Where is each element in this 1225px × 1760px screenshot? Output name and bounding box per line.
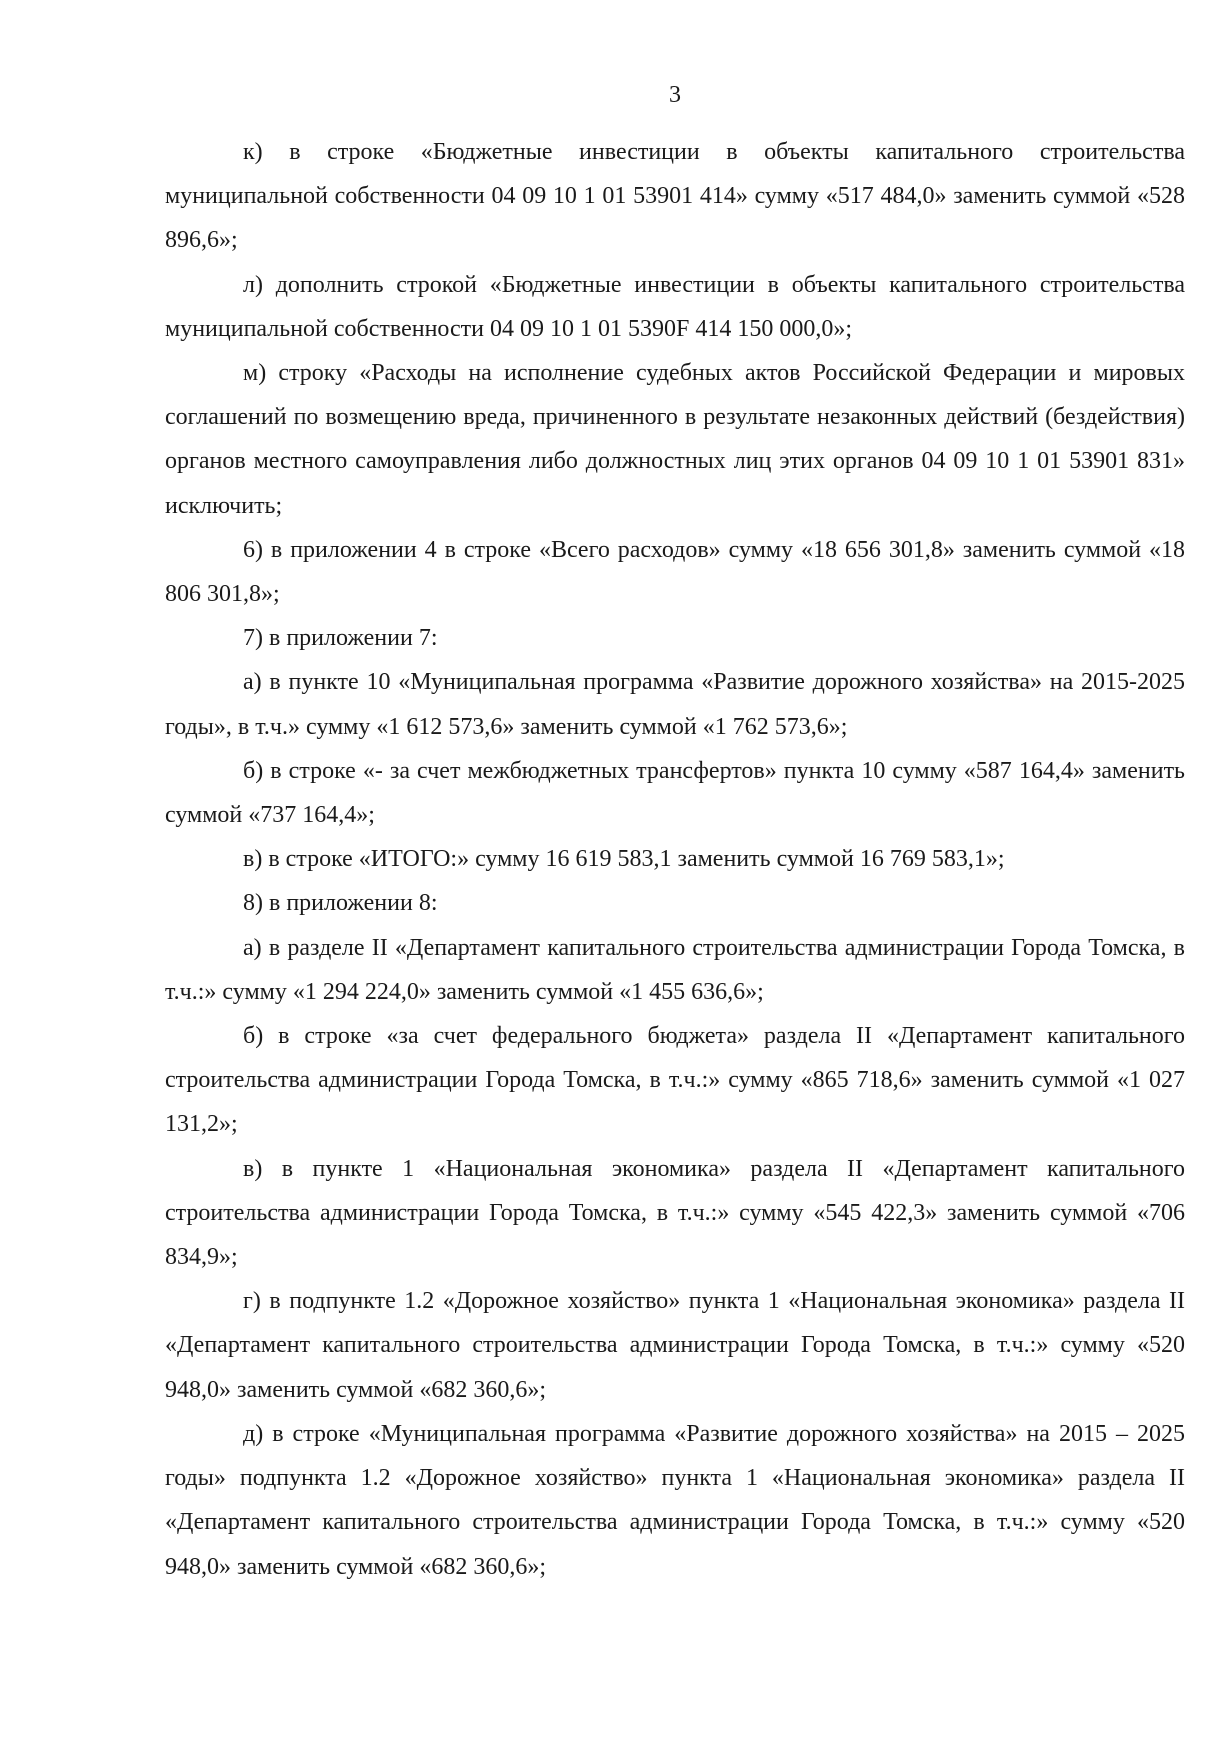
paragraph-7b: б) в строке «- за счет межбюджетных трансфертов» пункта 10 сумму «587 164,4» заменить суммой «737 164,4»; — [165, 757, 1185, 829]
paragraph-8d: д) в строке «Муниципальная программа «Развитие дорожного хозяйства» на 2015 – 2025 годы» подпункта 1.2 «Дорожное хозяйство» пункта 1 «Национальная экономика» раздела II «Департамент капитального строительства администрации Города Томска, в т.ч.:» сумму «520 948,0» заменить суммой «682 360,6»; — [165, 1420, 1185, 1580]
paragraph-k: к) в строке «Бюджетные инвестиции в объекты капитального строительства муниципальной собственности 04 09 10 1 01 53901 414» сумму «517 484,0» заменить суммой «528 896,6»; — [165, 139, 1185, 254]
paragraph-8g: г) в подпункте 1.2 «Дорожное хозяйство» пункта 1 «Национальная экономика» раздела II «Департамент капитального строительства администрации Города Томска, в т.ч.:» сумму «520 948,0» заменить суммой «682 360,6»; — [165, 1288, 1185, 1403]
paragraph-6: 6) в приложении 4 в строке «Всего расходов» сумму «18 656 301,8» заменить суммой «18 806 301,8»; — [165, 536, 1185, 608]
paragraph-8b: б) в строке «за счет федерального бюджета» раздела II «Департамент капитального строительства администрации Города Томска, в т.ч.:» сумму «865 718,6» заменить суммой «1 027 131,2»; — [165, 1023, 1185, 1138]
paragraph-8: 8) в приложении 8: — [243, 890, 438, 917]
paragraph-7: 7) в приложении 7: — [243, 625, 438, 652]
page-number: 3 — [669, 82, 681, 108]
paragraph-m: м) строку «Расходы на исполнение судебных актов Российской Федерации и мировых соглашений по возмещению вреда, причиненного в результате незаконных действий (бездействия) органов местного самоуправления либо должностных лиц этих органов 04 09 10 1 01 53901 831» исключить; — [165, 360, 1185, 519]
document-body — [165, 130, 1185, 1589]
paragraph-7a: а) в пункте 10 «Муниципальная программа «Развитие дорожного хозяйства» на 2015-2025 годы», в т.ч.» сумму «1 612 573,6» заменить суммой «1 762 573,6»; — [165, 669, 1185, 740]
paragraph-8a: а) в разделе II «Департамент капитального строительства администрации Города Томска, в т.ч.:» сумму «1 294 224,0» заменить суммой «1 455 636,6»; — [165, 934, 1185, 1005]
paragraph-7v: в) в строке «ИТОГО:» сумму 16 619 583,1 заменить суммой 16 769 583,1»; — [243, 846, 1005, 873]
paragraph-l: л) дополнить строкой «Бюджетные инвестиции в объекты капитального строительства муниципальной собственности 04 09 10 1 01 5390F 414 150 000,0»; — [165, 271, 1185, 342]
paragraph-8v: в) в пункте 1 «Национальная экономика» раздела II «Департамент капитального строительства администрации Города Томска, в т.ч.:» сумму «545 422,3» заменить суммой «706 834,9»; — [165, 1155, 1185, 1271]
